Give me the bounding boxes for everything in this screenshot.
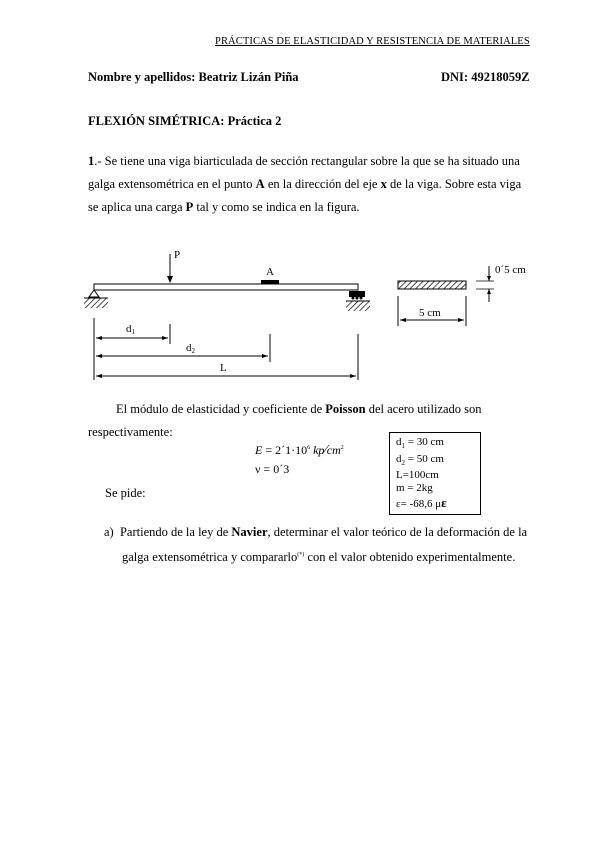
box-d2-val: = 50 cm (407, 452, 444, 465)
roller-2 (356, 297, 359, 300)
question-a-line-1 (104, 521, 534, 544)
right-support (349, 291, 365, 297)
box-eps (396, 497, 474, 511)
box-d1-val: = 30 cm (407, 436, 444, 448)
problem-line-2 (88, 173, 528, 196)
d2-label (186, 342, 196, 355)
dim-d2-arrow-r (262, 354, 268, 358)
axis-x: x (380, 177, 387, 191)
dim-L-arrow-l (96, 374, 102, 378)
gauge (261, 280, 279, 284)
question-a-line2b: con el valor obtenido experimentalmente. (304, 550, 516, 565)
problem-statement (88, 150, 528, 219)
box-L: L=100cm (396, 469, 439, 482)
question-a-label: a) (104, 525, 114, 539)
beam-figure (0, 240, 600, 390)
left-ground (84, 298, 108, 308)
right-ground (346, 301, 370, 311)
gauge-label: A (266, 266, 274, 278)
left-support (89, 290, 99, 297)
d1-label (126, 323, 136, 336)
roller-1 (352, 297, 355, 300)
poisson-word: Poisson (325, 402, 366, 416)
page-header: PRÁCTICAS DE ELASTICIDAD Y RESISTENCIA DE MATERIALES (215, 36, 530, 47)
material-line-2: respectivamente: (88, 425, 173, 439)
load-p: P (185, 200, 194, 214)
question-a (104, 521, 534, 569)
data-box (389, 432, 481, 515)
cs-width-arrow-l (400, 318, 406, 322)
question-a-footnote-mark: (*) (297, 552, 305, 558)
problem-line-1 (88, 150, 528, 173)
E-symbol: E (255, 443, 263, 457)
equation-E (255, 443, 344, 459)
E-units-exponent: 2 (340, 445, 344, 451)
box-d1-sub: 1 (401, 442, 405, 451)
navier-word: Navier (231, 525, 268, 539)
box-eps-unit: ε (441, 495, 447, 511)
box-m: m = 2kg (396, 481, 433, 494)
beam (94, 284, 358, 290)
E-units-2: cm (326, 443, 341, 457)
box-d1 (396, 436, 474, 453)
cross-section (398, 281, 466, 289)
load-label: P (174, 249, 181, 261)
cs-height-head-top (487, 276, 491, 281)
equation-nu: ν = 0´3 (255, 462, 290, 476)
E-value: = 2´1·10 (262, 443, 308, 457)
section-title: FLEXIÓN SIMÉTRICA: Práctica 2 (88, 114, 282, 128)
cs-height-head-bot (487, 289, 491, 294)
problem-text-1: .- Se tiene una viga biarticulada de sección rectangular sobre la que se ha situado una (94, 154, 520, 168)
box-d1-sym: d (396, 436, 402, 448)
E-exponent: 6 (307, 445, 311, 451)
L-label: L (220, 362, 227, 374)
se-pide: Se pide: (105, 486, 146, 500)
dim-L-arrow-r (350, 374, 356, 378)
d1-label-main: d (126, 323, 132, 335)
section-height-label: 0´5 cm (495, 264, 526, 276)
box-d2-sub: 2 (401, 458, 405, 467)
d2-label-main: d (186, 342, 192, 354)
question-a-text1: Partiendo de la ley de (119, 525, 232, 539)
question-a-line-2 (104, 544, 534, 569)
dim-d1-arrow-l (96, 336, 102, 340)
problem-line-3 (88, 196, 528, 219)
material-line-1 (88, 398, 528, 421)
fraction-slash: ⁄ (324, 443, 327, 458)
point-a: A (255, 177, 265, 191)
problem-text-3b: tal y como se indica en la figura. (193, 200, 360, 214)
d2-label-sub: 2 (191, 347, 195, 355)
cs-width-arrow-r (458, 318, 464, 322)
student-dni: DNI: 49218059Z (441, 70, 530, 84)
dim-d2-arrow-l (96, 354, 102, 358)
material-text-b: del acero utilizado son (365, 402, 482, 416)
problem-text-3a: se aplica una carga (88, 200, 186, 214)
box-eps-val: ε= -68,6 μ (396, 498, 442, 511)
problem-text-2c: de la viga. Sobre esta viga (386, 177, 522, 191)
student-name: Nombre y apellidos: Beatriz Lizán Piña (88, 70, 299, 84)
E-units: kp (310, 443, 325, 457)
problem-number: 1 (88, 154, 95, 168)
question-a-line2a: galga extensométrica y compararlo (122, 550, 298, 565)
box-d2 (396, 453, 474, 470)
roller-3 (360, 297, 363, 300)
box-d2-sym: d (396, 452, 402, 465)
load-arrowhead (167, 276, 173, 283)
question-a-text2: , determinar el valor teórico de la deformación de la (267, 525, 528, 539)
d1-label-sub: 1 (131, 328, 135, 336)
dim-d1-arrow-r (162, 336, 168, 340)
material-text-a: El módulo de elasticidad y coeficiente de (116, 402, 326, 416)
problem-text-2a: galga extensométrica en el punto (88, 177, 256, 191)
section-width-label: 5 cm (419, 307, 441, 319)
problem-text-2b: en la dirección del eje (264, 177, 381, 191)
